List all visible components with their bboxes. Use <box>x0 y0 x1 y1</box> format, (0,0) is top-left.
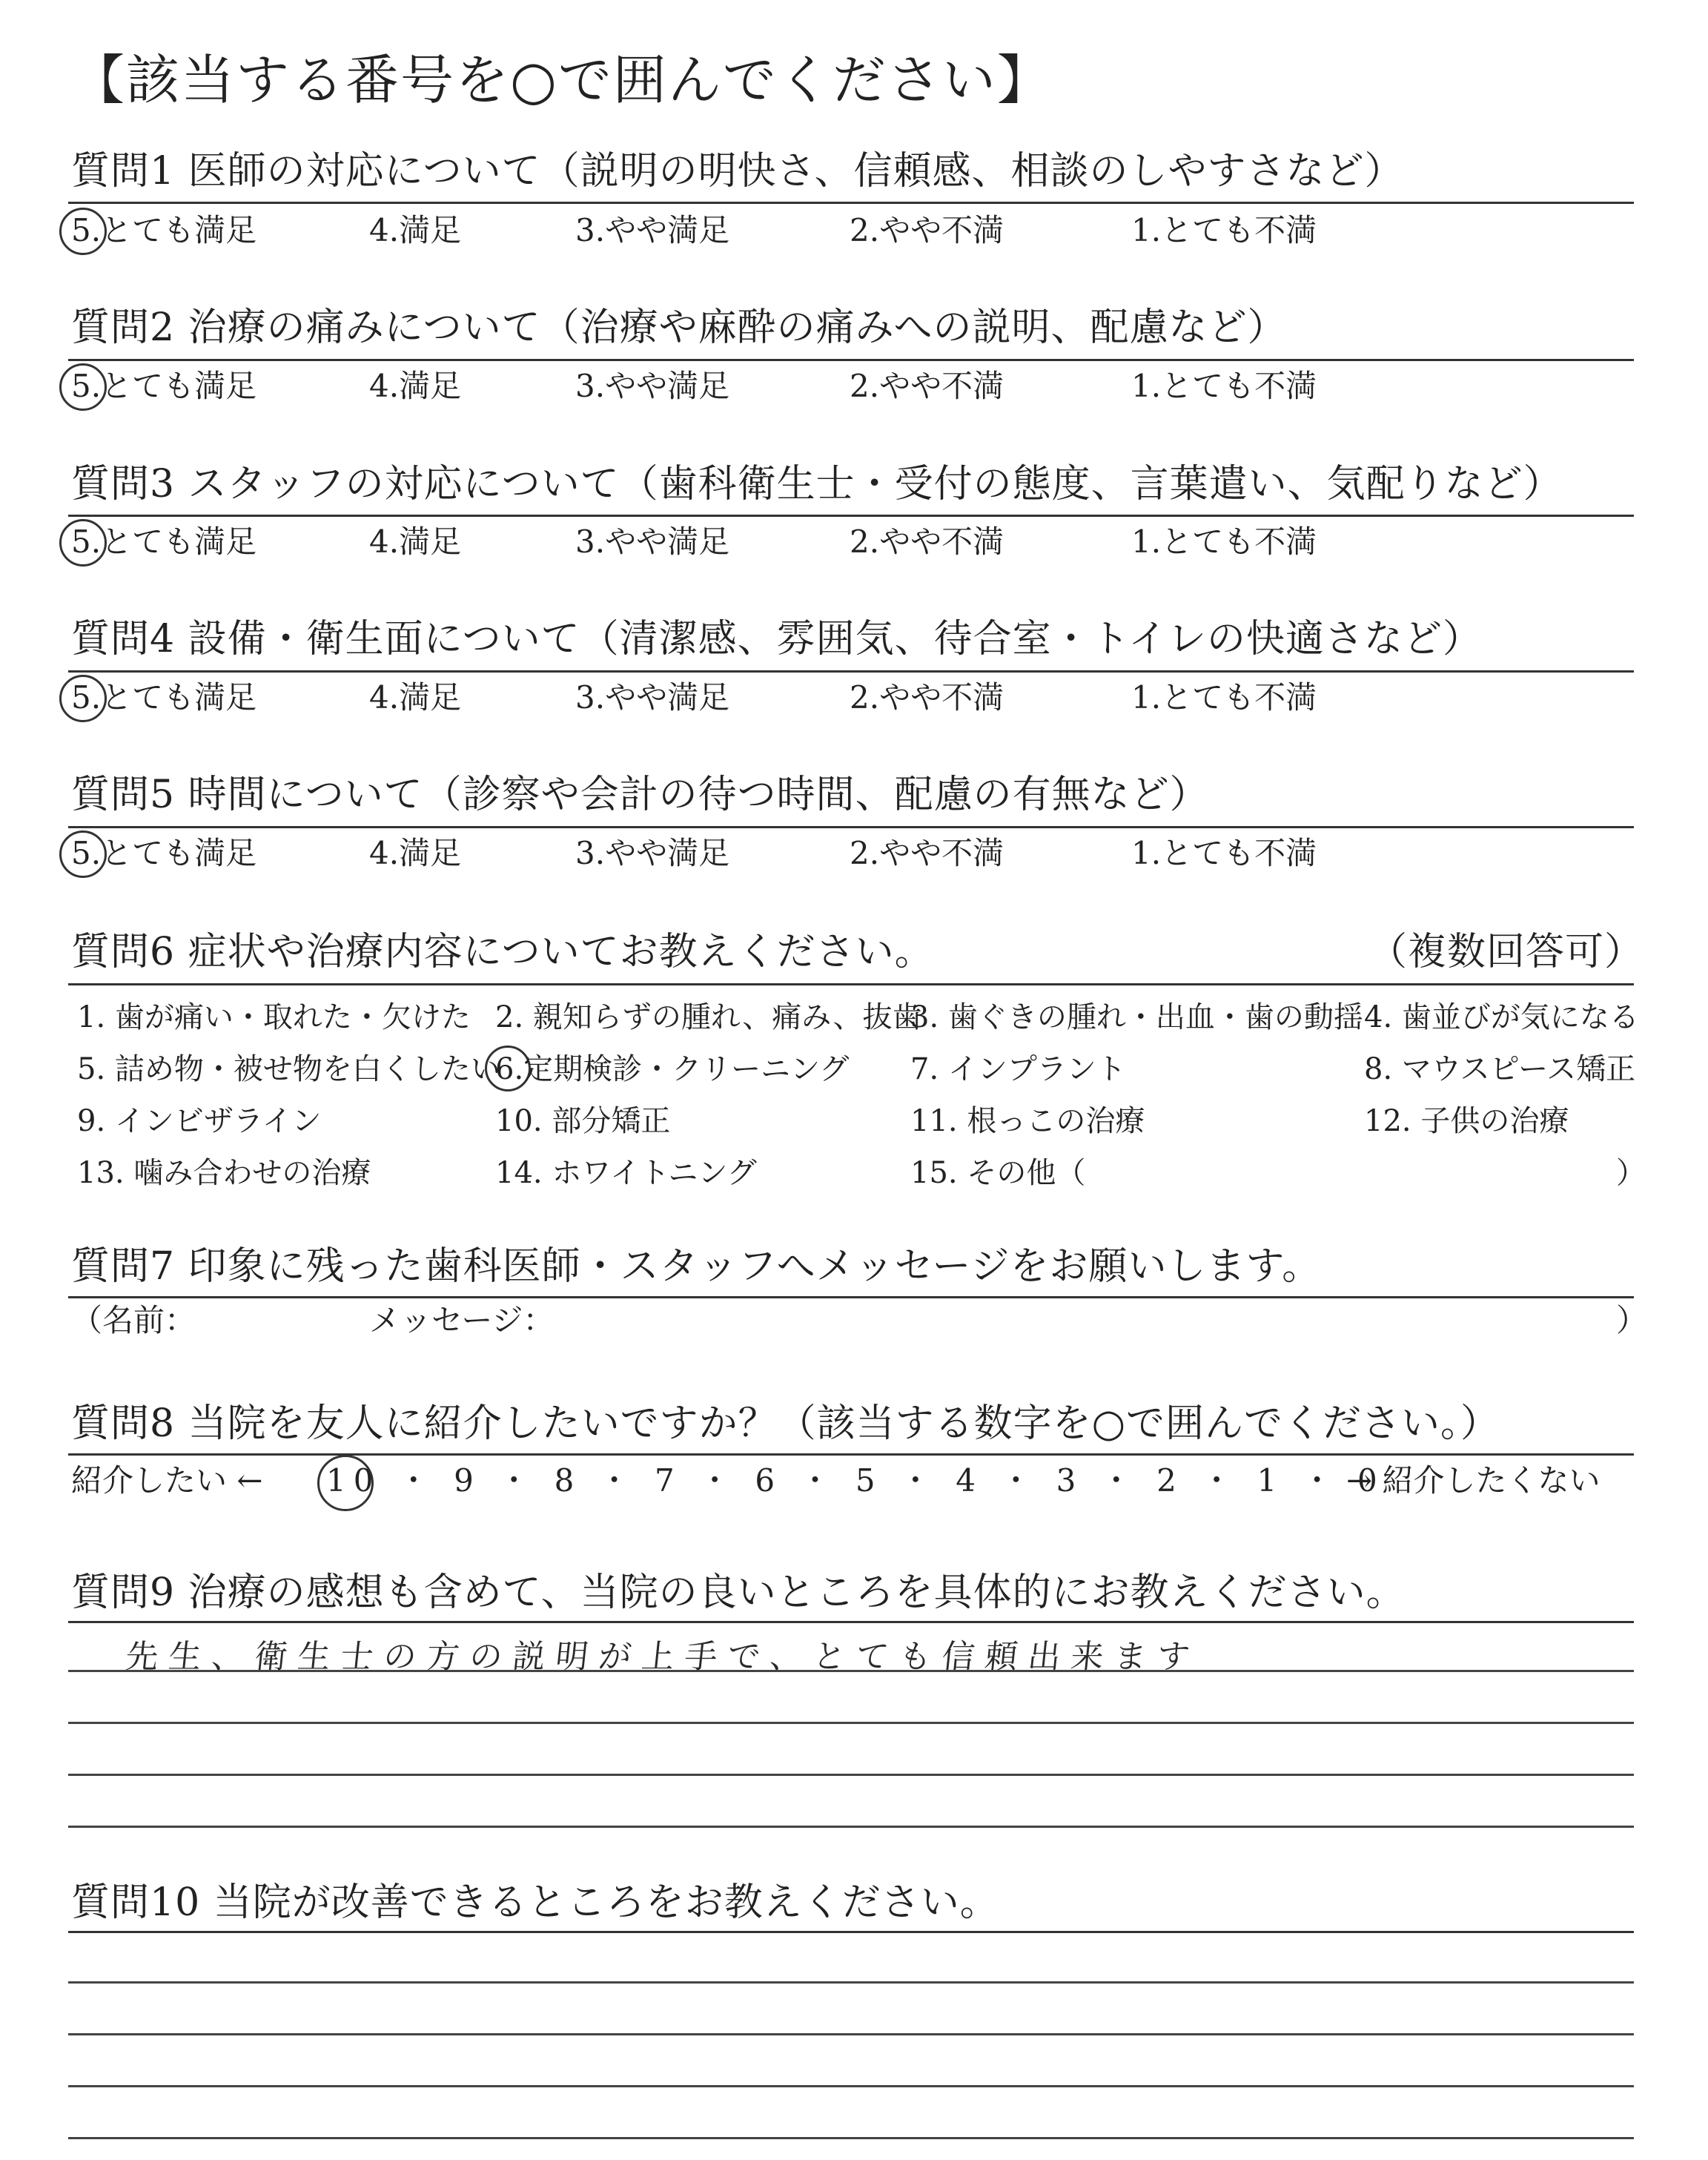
answer-line <box>68 1981 1634 1984</box>
question-9-rule <box>68 1621 1634 1623</box>
q5-option-3[interactable]: 3.やや満足 <box>575 835 730 871</box>
question-6-note: （複数回答可） <box>1368 930 1644 974</box>
question-8-rule <box>68 1453 1634 1456</box>
q5-option-1[interactable]: 1.とても不満 <box>1131 835 1317 871</box>
answer-line <box>68 1774 1634 1776</box>
q4-option-2[interactable]: 2.やや不満 <box>850 679 1004 716</box>
q2-option-2[interactable]: 2.やや不満 <box>850 368 1004 404</box>
q6-option-13[interactable]: 13. 噛み合わせの治療 <box>77 1156 371 1190</box>
question-10-rule <box>68 1931 1634 1933</box>
q8-left-label: 紹介したい ← <box>71 1462 263 1499</box>
q1-option-3[interactable]: 3.やや満足 <box>575 212 730 248</box>
q8-right-label: → 紹介したくない <box>1346 1462 1601 1499</box>
q5-option-5[interactable]: 5.とても満足 <box>71 835 257 871</box>
q3-option-3[interactable]: 3.やや満足 <box>575 524 730 560</box>
question-3-label: 質問3 スタッフの対応について（歯科衛生士・受付の態度、言葉遣い、気配りなど） <box>71 462 1563 506</box>
question-9-label: 質問9 治療の感想も含めて、当院の良いところを具体的にお教えください。 <box>71 1571 1406 1615</box>
question-1-rule <box>68 202 1634 204</box>
q5-option-4[interactable]: 4.満足 <box>369 835 462 871</box>
q1-option-4[interactable]: 4.満足 <box>369 212 462 248</box>
answer-line <box>68 2137 1634 2139</box>
q6-option-4[interactable]: 4. 歯並びが気になる <box>1364 1000 1639 1034</box>
answer-line <box>68 1722 1634 1724</box>
answer-line <box>68 1670 1634 1672</box>
answer-line <box>68 2085 1634 2087</box>
q4-option-1[interactable]: 1.とても不満 <box>1131 679 1317 716</box>
question-2-rule <box>68 359 1634 361</box>
q6-option-7[interactable]: 7. インプラント <box>910 1052 1126 1086</box>
q2-option-3[interactable]: 3.やや満足 <box>575 368 730 404</box>
q8-scale[interactable]: 10 ・ 9 ・ 8 ・ 7 ・ 6 ・ 5 ・ 4 ・ 3 ・ 2 ・ 1 ・ 0 <box>326 1462 1385 1499</box>
q6-option-2[interactable]: 2. 親知らずの腫れ、痛み、抜歯 <box>495 1000 922 1034</box>
q6-option-12[interactable]: 12. 子供の治療 <box>1364 1104 1569 1138</box>
q5-option-2[interactable]: 2.やや不満 <box>850 835 1004 871</box>
q6-option-15[interactable]: 15. その他（ <box>910 1156 1086 1190</box>
q6-option-3[interactable]: 3. 歯ぐきの腫れ・出血・歯の動揺 <box>910 1000 1363 1034</box>
q6-option-15-close: ） <box>1616 1156 1646 1190</box>
q3-option-2[interactable]: 2.やや不満 <box>850 524 1004 560</box>
page-title: 【該当する番号を○で囲んでください】 <box>71 49 1052 111</box>
question-4-label: 質問4 設備・衛生面について（清潔感、雰囲気、待合室・トイレの快適さなど） <box>71 617 1482 661</box>
question-6-label: 質問6 症状や治療内容についてお教えください。 <box>71 930 934 974</box>
q3-option-1[interactable]: 1.とても不満 <box>1131 524 1317 560</box>
q1-option-5[interactable]: 5.とても満足 <box>71 212 257 248</box>
question-2-label: 質問2 治療の痛みについて（治療や麻酔の痛みへの説明、配慮など） <box>71 305 1287 350</box>
question-5-rule <box>68 826 1634 828</box>
q1-option-2[interactable]: 2.やや不満 <box>850 212 1004 248</box>
q3-option-5[interactable]: 5.とても満足 <box>71 524 257 560</box>
question-7-label: 質問7 印象に残った歯科医師・スタッフへメッセージをお願いします。 <box>71 1244 1322 1289</box>
q2-option-5[interactable]: 5.とても満足 <box>71 368 257 404</box>
q7-close: ） <box>1616 1302 1648 1338</box>
q7-message-label[interactable]: メッセージ： <box>369 1302 555 1338</box>
question-10-label: 質問10 当院が改善できるところをお教えください。 <box>71 1880 999 1925</box>
question-8-label: 質問8 当院を友人に紹介したいですか？（該当する数字を○で囲んでください。） <box>71 1401 1500 1446</box>
q6-option-6[interactable]: 6.定期検診・クリーニング <box>495 1052 850 1086</box>
q4-option-5[interactable]: 5.とても満足 <box>71 679 257 716</box>
q4-option-4[interactable]: 4.満足 <box>369 679 462 716</box>
q6-option-9[interactable]: 9. インビザライン <box>77 1104 322 1138</box>
q6-option-1[interactable]: 1. 歯が痛い・取れた・欠けた <box>77 1000 471 1034</box>
q7-name-label[interactable]: （名前： <box>71 1302 196 1338</box>
q3-option-4[interactable]: 4.満足 <box>369 524 462 560</box>
q9-handwritten-answer[interactable]: 先生、衛生士の方の説明が上手で、とても信頼出来ます <box>123 1638 1202 1676</box>
answer-line <box>68 2033 1634 2035</box>
question-1-label: 質問1 医師の対応について（説明の明快さ、信頼感、相談のしやすさなど） <box>71 149 1404 194</box>
question-3-rule <box>68 515 1634 517</box>
q6-option-5[interactable]: 5. 詰め物・被せ物を白くしたい <box>77 1052 500 1086</box>
q6-option-10[interactable]: 10. 部分矯正 <box>495 1104 671 1138</box>
q2-option-1[interactable]: 1.とても不満 <box>1131 368 1317 404</box>
q1-option-1[interactable]: 1.とても不満 <box>1131 212 1317 248</box>
answer-line <box>68 1826 1634 1828</box>
question-7-rule <box>68 1296 1634 1298</box>
q6-option-11[interactable]: 11. 根っこの治療 <box>910 1104 1145 1138</box>
q6-option-8[interactable]: 8. マウスピース矯正 <box>1364 1052 1636 1086</box>
q2-option-4[interactable]: 4.満足 <box>369 368 462 404</box>
question-6-rule <box>68 983 1634 985</box>
q4-option-3[interactable]: 3.やや満足 <box>575 679 730 716</box>
q6-option-14[interactable]: 14. ホワイトニング <box>495 1156 757 1190</box>
question-5-label: 質問5 時間について（診察や会計の待つ時間、配慮の有無など） <box>71 773 1209 817</box>
question-4-rule <box>68 670 1634 673</box>
